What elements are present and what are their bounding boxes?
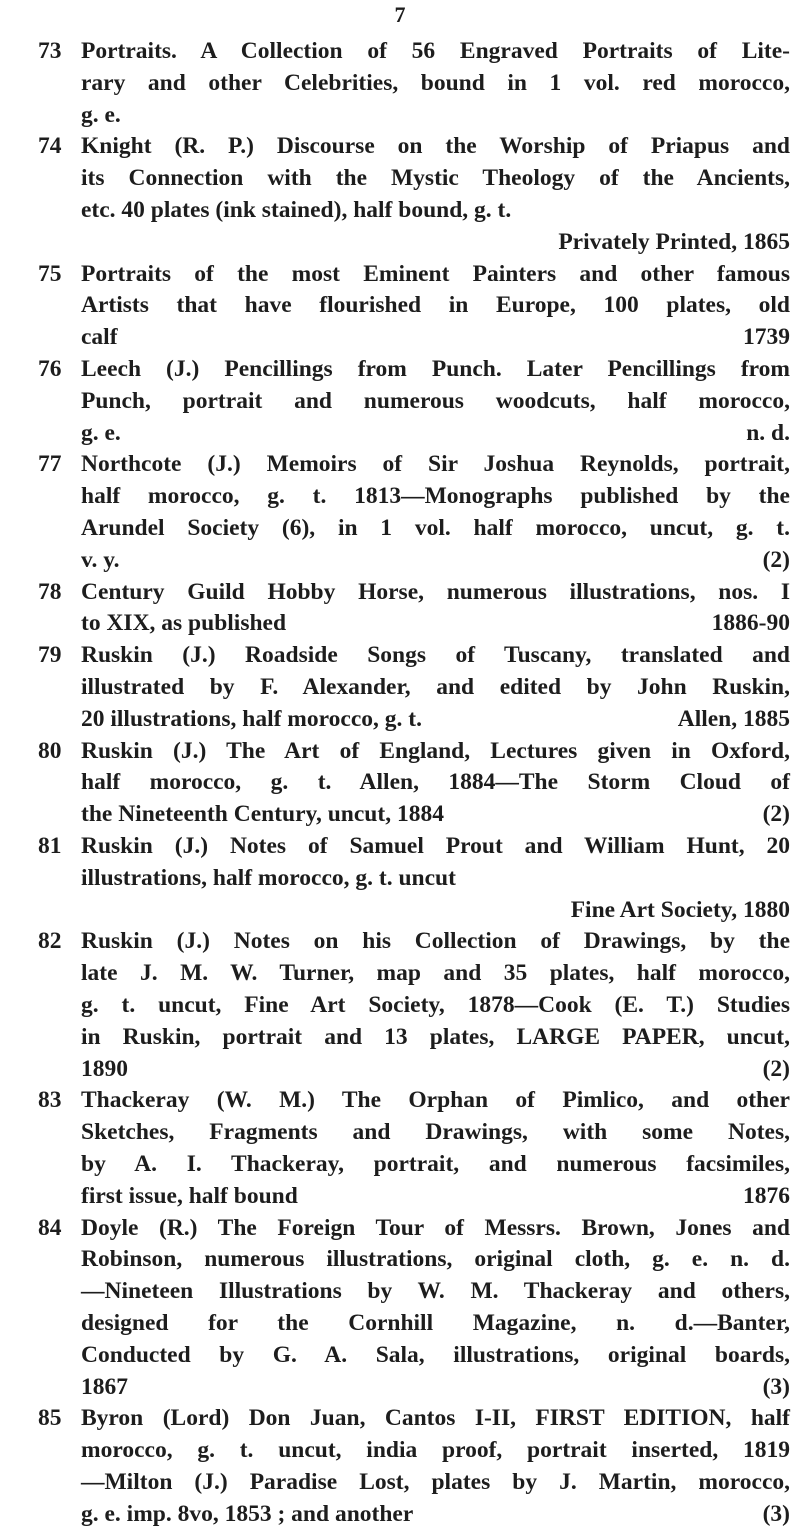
lot-number: 83 [38,1087,62,1114]
lot-line: 1890 (2) [81,1055,790,1082]
lot-line: g. t. uncut, Fine Art Society, 1878—Cook (E. T.) Studies [81,991,790,1018]
lot-number: 82 [38,928,62,955]
lot-description [81,259,790,354]
lot-line: morocco, g. t. uncut, india proof, portrait inserted, 1819 [81,1437,790,1464]
lot-entry [38,1085,790,1212]
lot-description [81,131,790,258]
lot-line: 20 illustrations, half morocco, g. t. Allen, 1885 [81,705,790,732]
lot-line: Northcote (J.) Memoirs of Sir Joshua Reynolds, portrait, [81,451,790,478]
lot-line: calf 1739 [81,324,790,351]
lot-description [81,640,790,735]
lot-line: first issue, half bound 1876 [81,1182,790,1209]
lot-number: 76 [38,356,62,382]
lot-entry [38,736,790,831]
lot-line: 1867 (3) [81,1373,790,1400]
lot-line: Portraits. A Collection of 56 Engraved Portraits of Lite- [81,38,790,64]
lot-number: 78 [38,578,62,605]
lot-description [81,36,790,131]
lot-number: 84 [38,1214,62,1241]
lot-line: etc. 40 plates (ink stained), half bound, g. t. [81,196,512,223]
lot-entry [38,926,790,1085]
lot-line: Leech (J.) Pencillings from Punch. Later Pencillings from [81,356,790,382]
lot-line: illustrations, half morocco, g. t. uncut [81,864,456,891]
lot-number: 73 [38,38,62,64]
lot-number: 85 [38,1405,62,1432]
lot-number: 75 [38,260,62,287]
lot-line: illustrated by F. Alexander, and edited by John Ruskin, [81,673,790,700]
lot-entry [38,259,790,354]
lot-line: by A. I. Thackeray, portrait, and numerous facsimiles, [81,1150,790,1177]
lot-line: Doyle (R.) The Foreign Tour of Messrs. Brown, Jones and [81,1214,790,1241]
lot-line: Byron (Lord) Don Juan, Cantos I-II, FIRST EDITION, half [81,1405,790,1432]
lot-entry [38,640,790,735]
lot-description [81,577,790,641]
lot-line: Ruskin (J.) Roadside Songs of Tuscany, translated and [81,642,790,669]
lot-entry [38,831,790,926]
lot-line: late J. M. W. Turner, map and 35 plates, half morocco, [81,960,790,987]
lot-line: designed for the Cornhill Magazine, n. d.—Banter, [81,1309,790,1336]
lot-entry [38,577,790,641]
lot-line: half morocco, g. t. Allen, 1884—The Storm Cloud of [81,769,790,796]
lot-number: 74 [38,133,62,160]
lot-number: 79 [38,642,62,669]
lot-number: 77 [38,451,62,478]
lot-line: —Milton (J.) Paradise Lost, plates by J. Martin, morocco, [81,1468,790,1495]
lot-line: Century Guild Hobby Horse, numerous illustrations, nos. I [81,578,790,605]
lot-line: Thackeray (W. M.) The Orphan of Pimlico, and other [81,1087,790,1114]
lot-line: Portraits of the most Eminent Painters and other famous [81,260,790,287]
lot-description [81,831,790,926]
lot-line: rary and other Celebrities, bound in 1 vol. red morocco, [81,69,790,96]
lot-line: —Nineteen Illustrations by W. M. Thackeray and others, [81,1278,790,1305]
lot-entry [38,36,790,131]
lot-line: Artists that have flourished in Europe, 100 plates, old [81,292,790,319]
lot-entry [38,354,790,449]
lot-description [81,354,790,449]
lot-line: g. e. n. d. [81,419,790,446]
lot-line: Privately Printed, 1865 [558,228,790,255]
lot-line: half morocco, g. t. 1813—Monographs published by the [81,483,790,510]
lot-line: Conducted by G. A. Sala, illustrations, original boards, [81,1341,790,1368]
lot-line: Arundel Society (6), in 1 vol. half morocco, uncut, g. t. [81,514,790,541]
lot-entry [38,131,790,258]
lot-line: Fine Art Society, 1880 [570,896,790,923]
lot-line: in Ruskin, portrait and 13 plates, LARGE PAPER, uncut, [81,1023,790,1050]
lot-line: its Connection with the Mystic Theology of the Ancients, [81,165,790,192]
lot-description [81,449,790,576]
lot-line: Punch, portrait and numerous woodcuts, half morocco, [81,387,790,414]
lot-line: to XIX, as published 1886-90 [81,610,790,637]
lot-line: Sketches, Fragments and Drawings, with some Notes, [81,1119,790,1146]
lot-number: 81 [38,833,62,859]
lot-description [81,1085,790,1212]
lot-number: 80 [38,737,62,764]
lot-line: the Nineteenth Century, uncut, 1884 (2) [81,801,790,828]
lot-entry [38,1403,790,1530]
lot-line: g. e. imp. 8vo, 1853 ; and another (3) [81,1500,790,1527]
lot-description [81,1403,790,1530]
lot-line: Knight (R. P.) Discourse on the Worship of Priapus and [81,133,790,160]
lot-line: Ruskin (J.) Notes on his Collection of Drawings, by the [81,928,790,955]
lot-description [81,926,790,1085]
lot-line: Ruskin (J.) Notes of Samuel Prout and William Hunt, 20 [81,833,790,859]
lot-entry [38,449,790,576]
lot-line: v. y. (2) [81,546,790,573]
lot-line: g. e. [81,101,121,128]
lot-line: Ruskin (J.) The Art of England, Lectures given in Oxford, [81,737,790,764]
lot-line: Robinson, numerous illustrations, original cloth, g. e. n. d. [81,1246,790,1273]
page-number: 7 [394,2,406,27]
lot-description [81,736,790,831]
